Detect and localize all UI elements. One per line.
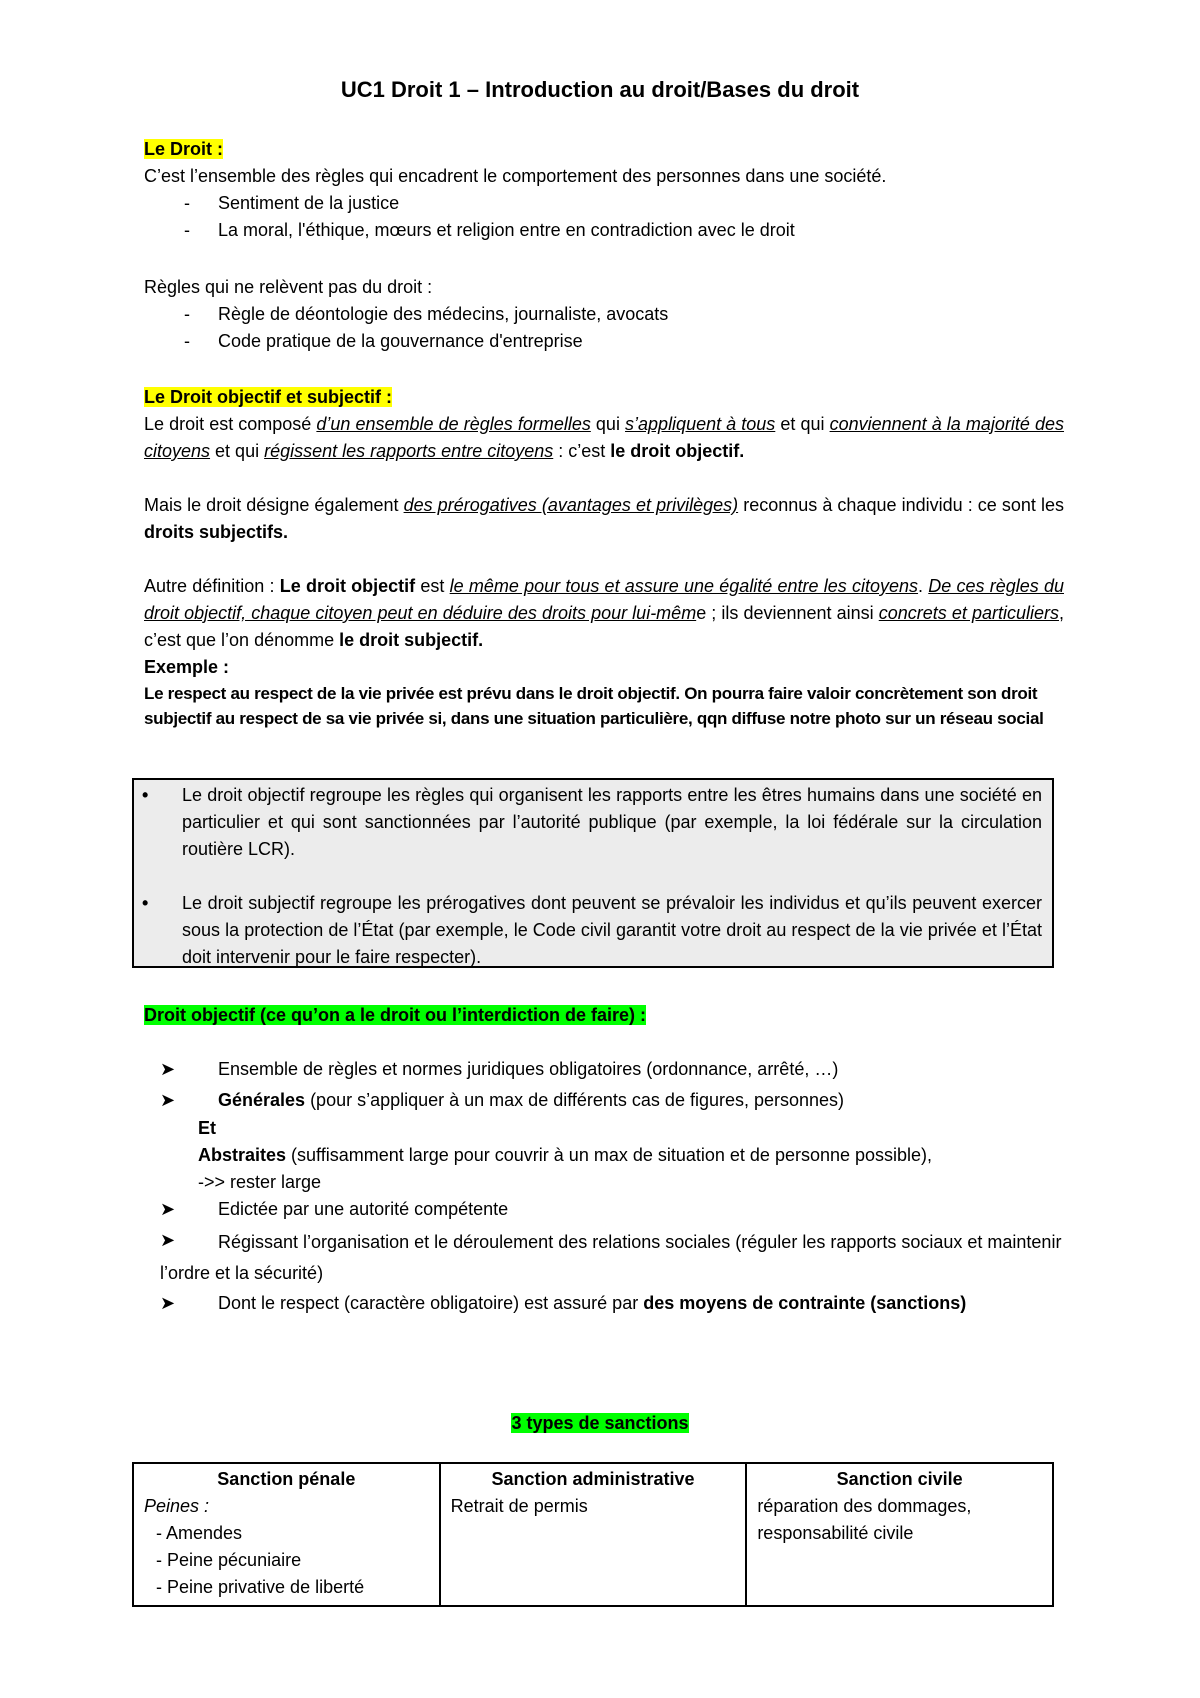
list-item: - Règle de déontologie des médecins, journaliste, avocats [144, 301, 1064, 328]
heading-objectif-subjectif: Le Droit objectif et subjectif : [144, 387, 393, 407]
table-cell-administrative: Sanction administrative Retrait de permis [440, 1463, 747, 1606]
summary-bullet: • Le droit objectif regroupe les règles qui organisent les rapports entre les êtres humains dans une société en particulier et qui sont sanctionnées par l’autorité publique (par exemple, la loi fédérale sur la circulation routière LCR). [142, 782, 1042, 863]
section-le-droit [144, 136, 1064, 244]
paragraph-autre-definition: Autre définition : Le droit objectif est le même pour tous et assure une égalité entre les citoyens. De ces règles du droit objectif, chaque citoyen peut en déduire des droits pour lui-même ; ils deviennent ainsi concrets et particuliers, c’est que l’on dénomme le droit subjectif. [144, 576, 1064, 650]
heading-sanctions: 3 types de sanctions [511, 1413, 689, 1433]
list-item: - Peine pécuniaire [156, 1550, 302, 1570]
heading-droit-objectif: Droit objectif (ce qu’on a le droit ou l’interdiction de faire) : [144, 1005, 647, 1025]
paragraph-objectif: Le droit est composé d’un ensemble de règles formelles qui s’appliquent à tous et qui conviennent à la majorité des citoyens et qui régissent les rapports entre citoyens : c’est le droit objectif. [144, 414, 1065, 461]
et-label: Et [198, 1118, 216, 1138]
arrow-bullet-icon: ➤ [160, 1293, 176, 1313]
arrow-list-item: ➤ Edictée par une autorité compétente [160, 1196, 1064, 1223]
example-text: Le respect au respect de la vie privée est prévu dans le droit objectif. On pourra faire valoir concrètement son droit subjectif au respect de sa vie privée si, dans une situation particulière, qqn diffuse notre photo sur un réseau social [144, 684, 1044, 728]
heading-regles: Règles qui ne relèvent pas du droit : [144, 277, 433, 297]
definition-text: C’est l’ensemble des règles qui encadrent le comportement des personnes dans une société. [144, 166, 887, 186]
table-cell-civile: Sanction civile réparation des dommages, responsabilité civile [746, 1463, 1053, 1606]
generales-continuation [198, 1115, 1058, 1196]
list-item: - Amendes [156, 1523, 243, 1543]
table-row [133, 1463, 1053, 1606]
arrow-list-item: ➤ Dont le respect (caractère obligatoire) est assuré par des moyens de contrainte (sanctions) [160, 1290, 1064, 1317]
section-droit-objectif-heading-wrap [144, 1002, 646, 1029]
sanctions-table [132, 1462, 1054, 1607]
dash-list-droit [144, 190, 1064, 244]
summary-box [132, 778, 1054, 968]
page-title: UC1 Droit 1 – Introduction au droit/Bases du droit [340, 77, 860, 102]
bullet-icon: • [142, 785, 149, 805]
sanctions-heading-wrap [0, 1410, 1200, 1437]
arrow-bullet-icon: ➤ [160, 1090, 176, 1110]
example-label: Exemple : [144, 657, 230, 677]
section-regles [144, 274, 1064, 355]
arrow-bullet-icon: ➤ [160, 1230, 176, 1250]
dash-list-regles [144, 301, 1064, 355]
arrow-list-item: ➤ Générales (pour s’appliquer à un max de différents cas de figures, personnes) [160, 1087, 1064, 1114]
heading-le-droit: Le Droit : [144, 139, 223, 159]
list-item: - Peine privative de liberté [156, 1577, 365, 1597]
paragraph-subjectif: Mais le droit désigne également des prérogatives (avantages et privilèges) reconnus à chaque individu : ce sont les droits subjectifs. [144, 495, 1064, 542]
list-item: - Code pratique de la gouvernance d'entreprise [144, 328, 1064, 355]
bullet-icon: • [142, 893, 149, 913]
section-droit-objectif-subjectif [144, 384, 1064, 731]
table-cell-penale: Sanction pénale Peines : - Amendes - Peine pécuniaire - Peine privative de liberté [133, 1463, 440, 1606]
arrow-bullet-icon: ➤ [160, 1059, 176, 1079]
abstraites-line: Abstraites (suffisamment large pour couvrir à un max de situation et de personne possible), [198, 1145, 933, 1165]
arrow-list-item: ➤ Ensemble de règles et normes juridiques obligatoires (ordonnance, arrêté, …) [160, 1056, 1064, 1083]
arrow-list-item: ➤ Régissant l’organisation et le déroulement des relations sociales (réguler les rapports sociaux et maintenir l’ordre et la sécurité) [160, 1227, 1064, 1289]
rester-large-line: ->> rester large [198, 1172, 322, 1192]
summary-bullet: • Le droit subjectif regroupe les prérogatives dont peuvent se prévaloir les individus et qu’ils peuvent exercer sous la protection de l’État (par exemple, le Code civil garantit votre droit au respect de la vie privée et l’État doit intervenir pour le faire respecter). [142, 890, 1042, 971]
list-item: - Sentiment de la justice [144, 190, 1064, 217]
list-item: - La moral, l'éthique, mœurs et religion entre en contradiction avec le droit [144, 217, 1064, 244]
arrow-bullet-icon: ➤ [160, 1199, 176, 1219]
